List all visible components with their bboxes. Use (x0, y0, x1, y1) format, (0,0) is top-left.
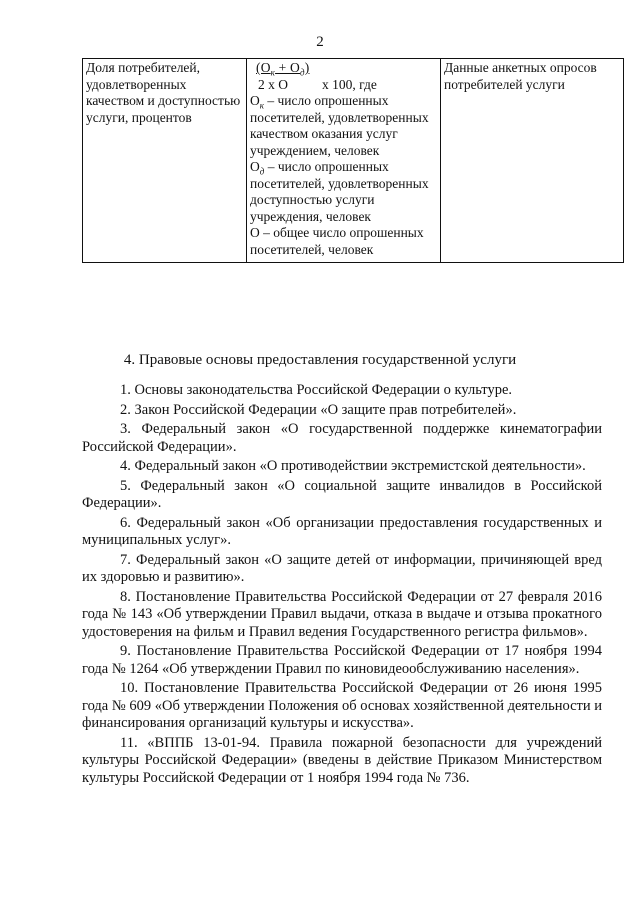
list-item: 3. Федеральный закон «О государственной поддержке кинематографии Российской Федерации». (82, 421, 602, 455)
formula-multiplier: x 100, где (322, 76, 377, 92)
formula-cell (247, 59, 441, 263)
definition-o: O – общее число опрошенных посетителей, человек (250, 225, 424, 257)
list-item: 8. Постановление Правительства Российской Федерации от 27 февраля 2016 года № 143 «Об утверждении Правил выдачи, отказа в выдаче и отзыва прокатного удостоверения на фильм и Правил ведения Государственного регистра фильмов». (82, 588, 602, 640)
formula-numerator (250, 60, 437, 77)
formula-denominator: 2 x O (258, 76, 288, 92)
list-item: 4. Федеральный закон «О противодействии экстремистской деятельности». (120, 458, 586, 474)
list-item: 10. Постановление Правительства Российской Федерации от 26 июня 1995 года № 609 «Об утверждении Положения об основах хозяйственной деятельности и финансирования организаций культуры и искусства». (82, 680, 602, 731)
data-source: Данные анкетных опросов потребителей услуги (444, 60, 597, 92)
subscript-d: д (300, 67, 305, 78)
list-item: 6. Федеральный закон «Об организации предоставления государственных и муниципальных услуг». (82, 514, 602, 548)
list-item: 9. Постановление Правительства Российской Федерации от 17 ноября 1994 года № 1264 «Об утверждении Правил по киновидеообслуживанию населения». (82, 643, 602, 677)
list-item: 2. Закон Российской Федерации «О защите прав потребителей». (120, 401, 517, 418)
definition-ok: $O_к$ – число опрошенных посетителей, удовлетворенных качеством оказания услуг учреждением, человек (250, 93, 429, 158)
numerator-plus: + O (275, 60, 300, 75)
source-cell (441, 59, 624, 263)
page-number: 2 (316, 34, 324, 50)
list-item: 1. Основы законодательства Российской Федерации о культуре. (120, 382, 513, 398)
indicator-table (82, 58, 624, 263)
table-row (83, 59, 624, 263)
numerator-open: (O (256, 60, 271, 75)
indicator-name-cell (83, 59, 247, 263)
legal-basis-list (82, 382, 602, 789)
list-item: 5. Федеральный закон «О социальной защите инвалидов в Российской Федерации». (82, 477, 602, 511)
definition-od: $O_д$ – число опрошенных посетителей, удовлетворенных доступностью услуги учреждения, человек (250, 159, 429, 224)
section-heading: 4. Правовые основы предоставления государственной услуги (123, 352, 517, 368)
formula-denominator-row (250, 77, 437, 94)
list-item: 7. Федеральный закон «О защите детей от информации, причиняющей вред их здоровью и развитию». (82, 551, 602, 585)
subscript-k: к (270, 67, 276, 78)
list-item: 11. «ВППБ 13-01-94. Правила пожарной безопасности для учреждений культуры Российской Федерации» (введены в действие Приказом Министерством культуры Российской Федерации от 1 ноября 1994 года № 736. (82, 734, 602, 786)
formula-fraction (256, 60, 310, 78)
indicator-name: Доля потребителей, удовлетворенных качеством и доступностью услуги, процентов (86, 60, 241, 125)
numerator-close: ) (304, 60, 310, 75)
